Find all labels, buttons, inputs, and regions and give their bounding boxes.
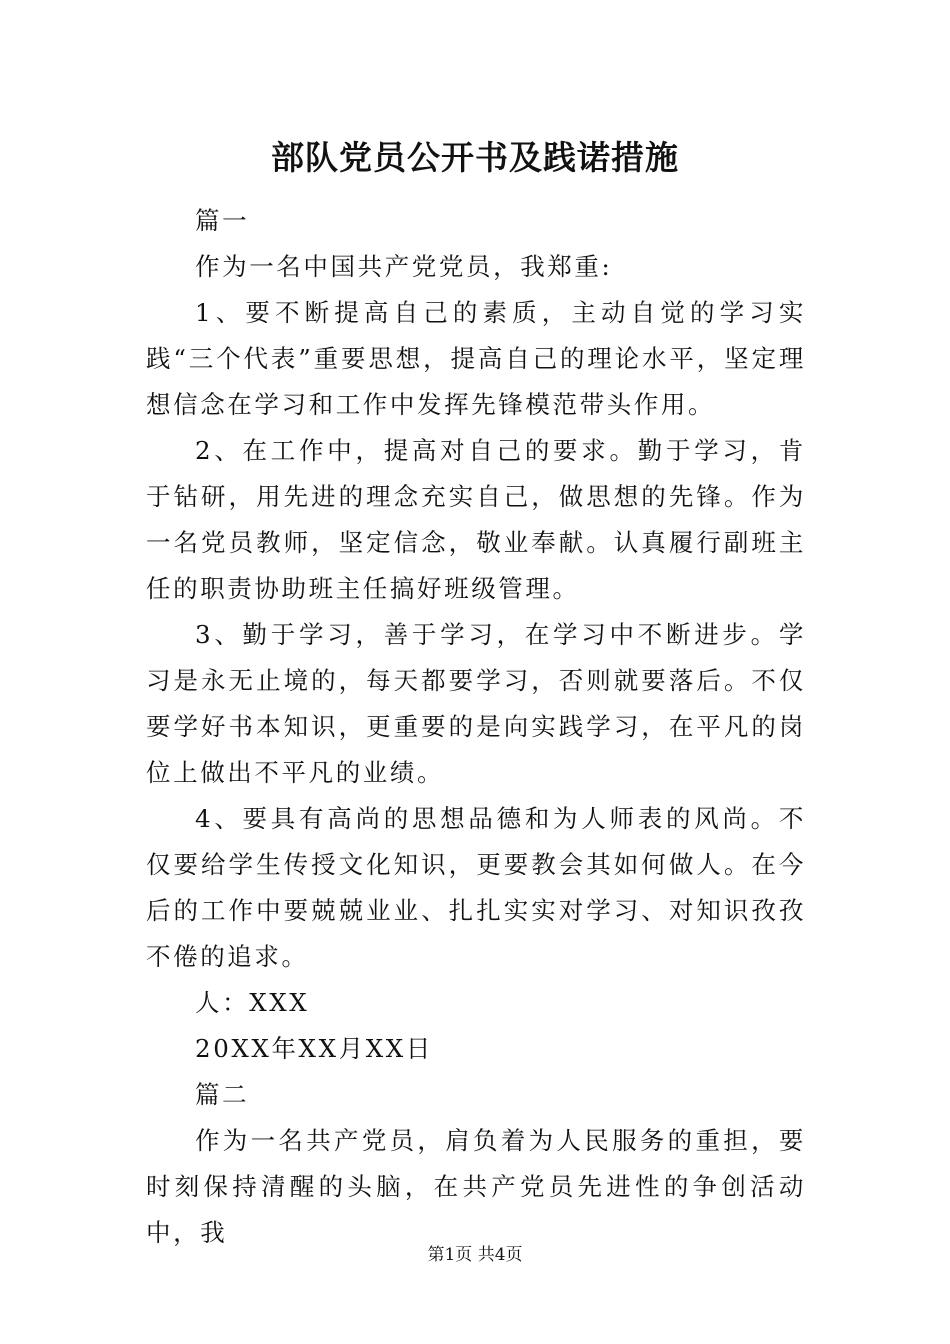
paragraph: 1、要不断提高自己的素质，主动自觉的学习实践“三个代表”重要思想，提高自己的理论水平，坚定理想信念在学习和工作中发挥先锋模范带头作用。 xyxy=(146,298,806,419)
section-heading: 篇一 xyxy=(195,206,250,235)
paragraph: 作为一名中国共产党党员，我郑重: xyxy=(195,252,613,281)
paragraph: 作为一名共产党员，肩负着为人民服务的重担，要时刻保持清醒的头脑，在共产党员先进性的争创活动中，我 xyxy=(146,1126,806,1247)
paragraph: 2、在工作中，提高对自己的要求。勤于学习，肯于钻研，用先进的理念充实自己，做思想的先锋。作为一名党员教师，坚定信念，敬业奉献。认真履行副班主任的职责协助班主任搞好班级管理。 xyxy=(146,436,806,603)
document-body xyxy=(146,198,806,1256)
page-number: 第1页 共4页 xyxy=(427,1245,523,1265)
document-title: 部队党员公开书及践诺措施 xyxy=(271,138,679,177)
date-line: 20XX年XX月XX日 xyxy=(195,1034,433,1063)
signature-line: 人：XXX xyxy=(195,988,310,1017)
paragraph: 4、要具有高尚的思想品德和为人师表的风尚。不仅要给学生传授文化知识，更要教会其如何做人。在今后的工作中要兢兢业业、扎扎实实对学习、对知识孜孜不倦的追求。 xyxy=(146,804,806,971)
section-heading: 篇二 xyxy=(195,1080,250,1109)
paragraph: 3、勤于学习，善于学习，在学习中不断进步。学习是永无止境的，每天都要学习，否则就要落后。不仅要学好书本知识，更重要的是向实践学习，在平凡的岗位上做出不平凡的业绩。 xyxy=(146,620,806,787)
